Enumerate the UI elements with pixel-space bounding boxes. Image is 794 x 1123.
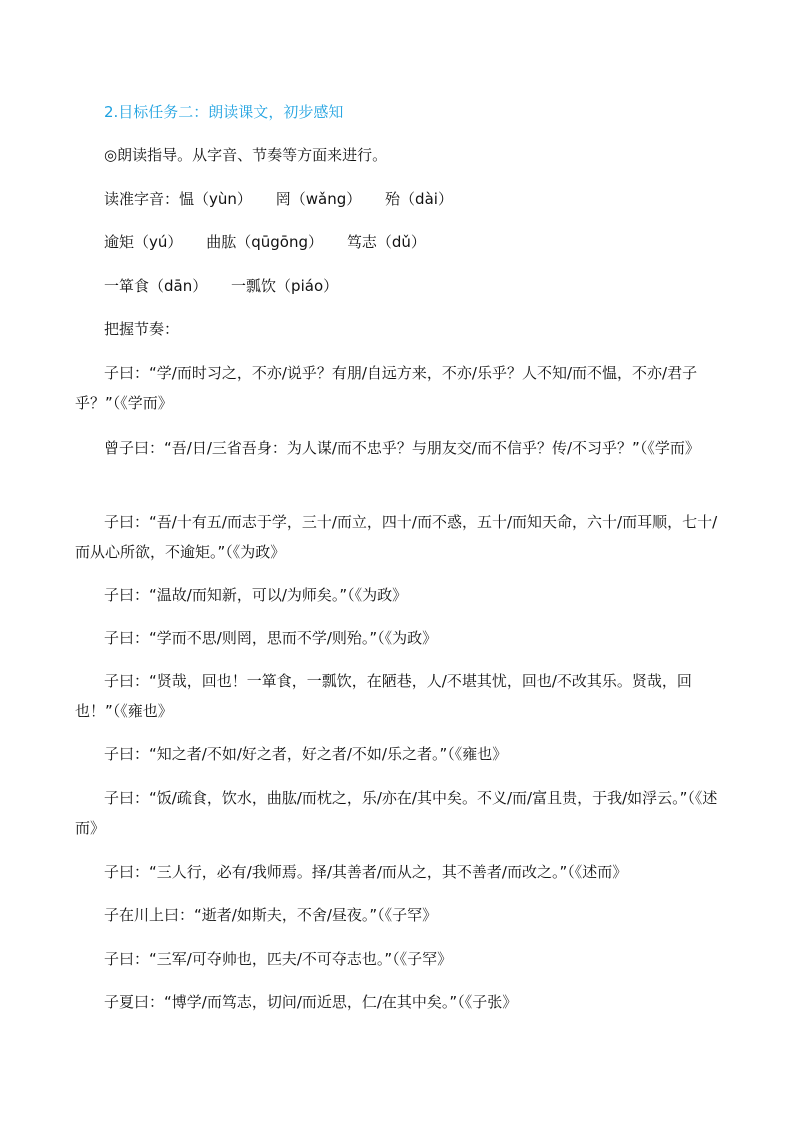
passage-3: 子曰：“吾/十有五/而志于学，三十/而立，四十/而不惑，五十/而知天命，六十/而耳顺，七十/而从心所欲，不逾矩。”（《为政》 — [75, 513, 718, 561]
passage-8: 子曰：“饭/疏食，饮水，曲肱/而枕之，乐/亦在/其中矣。不义/而/富且贵，于我/如浮云。”（《述而》 — [75, 789, 718, 837]
passage-7: 子曰：“知之者/不如/好之者，好之者/不如/乐之者。”（《雍也》 — [104, 745, 508, 763]
section-heading: 2.目标任务二：朗读课文，初步感知 — [104, 103, 344, 121]
passage-12: 子夏曰：“博学/而笃志，切问/而近思，仁/在其中矣。”（《子张》 — [104, 993, 518, 1011]
passage-4: 子曰：“温故/而知新，可以/为师矣。”（《为政》 — [104, 586, 408, 604]
pronunciation-line-2: 逾矩（yú） 曲肱（qūgōng） 笃志（dǔ） — [104, 233, 426, 251]
passage-6: 子曰：“贤哉，回也！一箪食，一瓢饮，在陋巷，人/不堪其忧，回也/不改其乐。贤哉，回也！”（《雍也》 — [75, 672, 692, 720]
pronunciation-line-3: 一箪食（dān） 一瓢饮（piáo） — [104, 277, 339, 295]
reading-guide: ◎朗读指导。从字音、节奏等方面来进行。 — [104, 146, 388, 164]
passage-1: 子曰：“学/而时习之，不亦/说乎？有朋/自远方来，不亦/乐乎？人不知/而不愠，不亦/君子乎？”（《学而》 — [75, 364, 698, 412]
passage-11: 子曰：“三军/可夺帅也，匹夫/不可夺志也。”（《子罕》 — [104, 950, 453, 968]
passage-5: 子曰：“学而不思/则罔，思而不学/则殆。”（《为政》 — [104, 629, 438, 647]
passage-2: 曾子曰：“吾/日/三省吾身：为人谋/而不忠乎？与朋友交/而不信乎？传/不习乎？”（《学而》 — [104, 439, 700, 457]
pronunciation-line-1: 读准字音：愠（yùn） 罔（wǎng） 殆（dài） — [104, 190, 453, 208]
rhythm-label: 把握节奏： — [104, 320, 180, 338]
passage-10: 子在川上曰：“逝者/如斯夫，不舍/昼夜。”（《子罕》 — [104, 906, 438, 924]
passage-9: 子曰：“三人行，必有/我师焉。择/其善者/而从之，其不善者/而改之。”（《述而》 — [104, 863, 628, 881]
